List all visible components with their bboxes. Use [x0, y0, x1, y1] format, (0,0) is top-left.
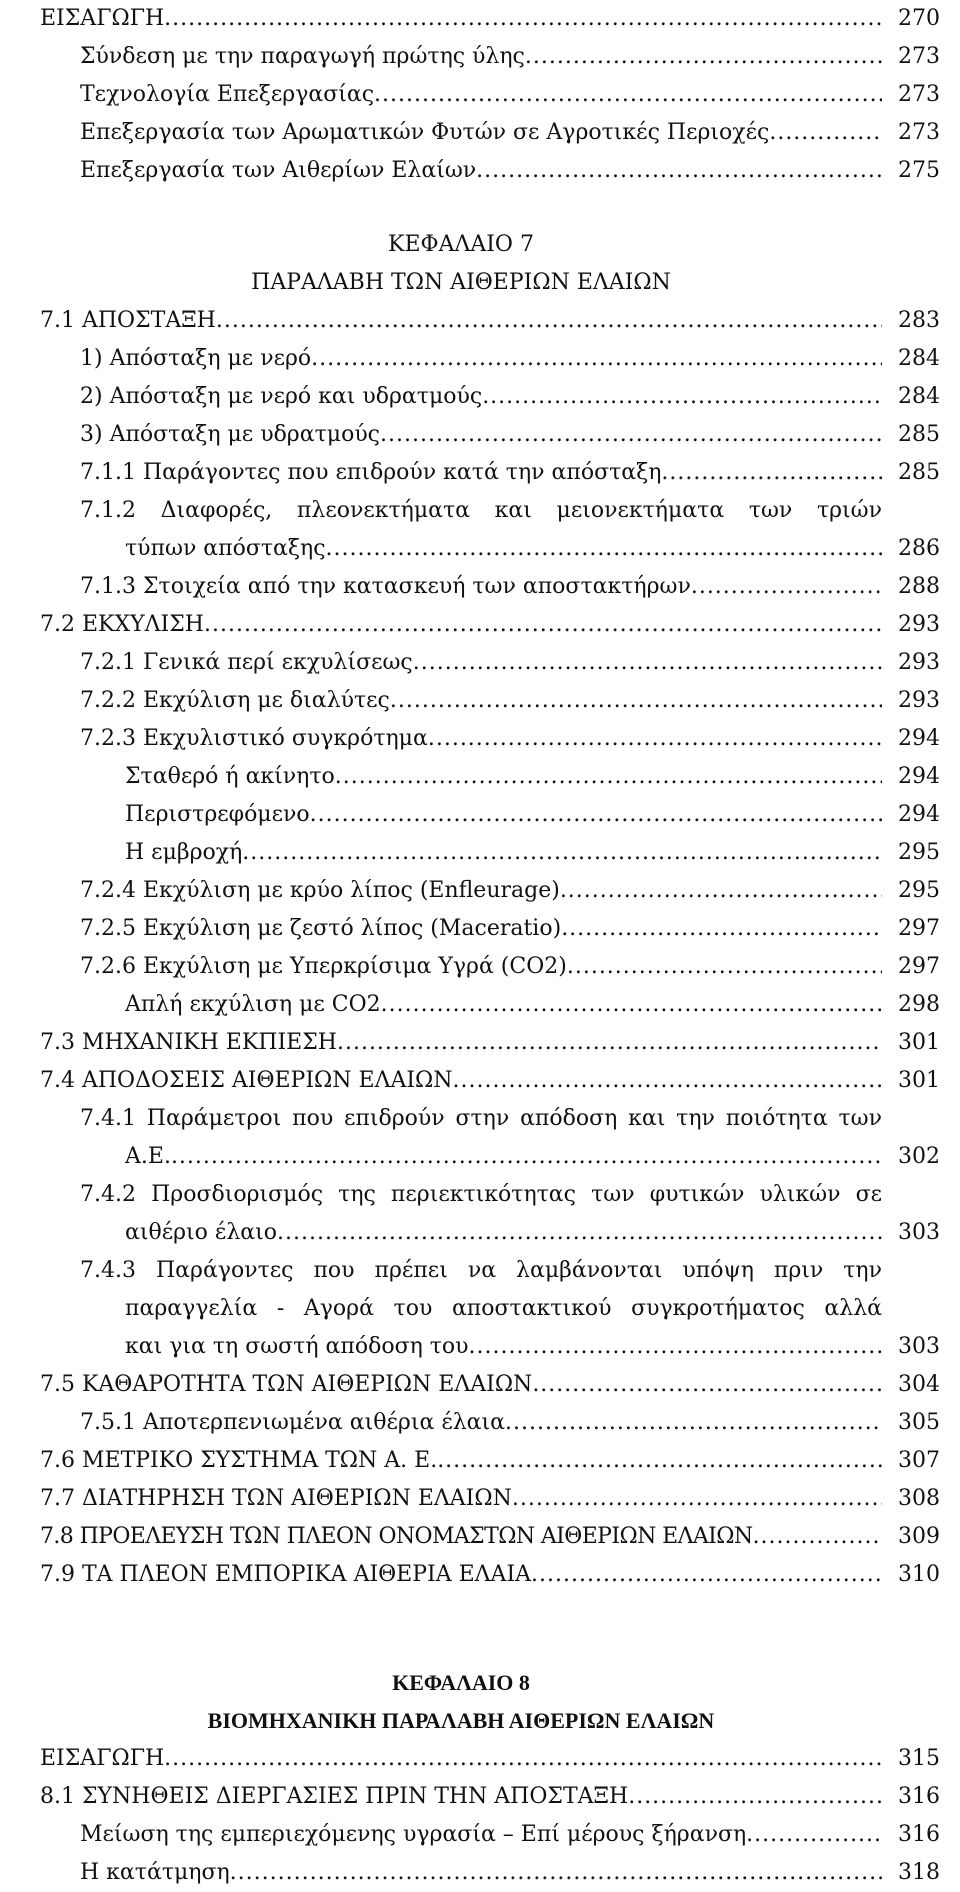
- dot-leader: [335, 758, 882, 796]
- toc-entry[interactable]: [40, 910, 940, 948]
- dot-leader: [242, 834, 882, 872]
- entry-title: Περιστρεφόμενο: [125, 802, 310, 827]
- entry-title: Η εμβροχή: [125, 840, 243, 865]
- toc-entry[interactable]: [40, 1480, 940, 1518]
- dot-leader: [326, 530, 882, 568]
- chapter-label: ΚΕΦΑΛΑΙΟ 8: [392, 1670, 530, 1695]
- entry-title: Επεξεργασία των Αιθερίων Ελαίων: [80, 158, 477, 183]
- dot-leader: [476, 152, 882, 190]
- entry-page: 270: [898, 6, 940, 31]
- entry-title: ΕΙΣΑΓΩΓΗ: [40, 1746, 165, 1771]
- toc-entry[interactable]: [40, 454, 940, 492]
- toc-entry[interactable]: [40, 644, 940, 682]
- entry-title: Σταθερό ή ακίνητο: [125, 764, 335, 789]
- toc-entry[interactable]: [40, 416, 940, 454]
- entry-title: 8.1 ΣΥΝΗΘΕΙΣ ΔΙΕΡΓΑΣΙΕΣ ΠΡΙΝ ΤΗΝ ΑΠΟΣΤΑΞΗ: [40, 1784, 629, 1809]
- dot-leader: [531, 1556, 882, 1594]
- dot-leader: [628, 1778, 882, 1816]
- toc-entry[interactable]: [40, 1518, 940, 1556]
- entry-page: 315: [898, 1746, 940, 1771]
- entry-page: 297: [898, 916, 940, 941]
- dot-leader: [428, 720, 882, 758]
- toc-intro-section: [40, 0, 940, 190]
- dot-leader: [691, 568, 882, 606]
- toc-entry-continuation: [80, 1214, 940, 1252]
- entry-page: 286: [898, 536, 940, 561]
- entry-page: 283: [898, 308, 940, 333]
- toc-chapter-7: [40, 226, 940, 1594]
- entry-page: 288: [898, 574, 940, 599]
- dot-leader: [310, 796, 882, 834]
- toc-entry-continuation: [80, 530, 940, 568]
- toc-entry-continuation: [80, 1138, 940, 1176]
- toc-entry[interactable]: [40, 682, 940, 720]
- toc-entry[interactable]: [40, 76, 940, 114]
- chapter-label: ΚΕΦΑΛΑΙΟ 7: [388, 232, 534, 257]
- toc-chapter-8: [40, 1664, 940, 1892]
- entry-page: 310: [898, 1562, 940, 1587]
- toc-entry[interactable]: [40, 796, 940, 834]
- entry-title: 7.7 ΔΙΑΤΗΡΗΣΗ ΤΩΝ ΑΙΘΕΡΙΩΝ ΕΛΑΙΩΝ: [40, 1486, 512, 1511]
- toc-entry[interactable]: [40, 758, 940, 796]
- toc-entry[interactable]: [40, 872, 940, 910]
- toc-entry[interactable]: [40, 1778, 940, 1816]
- dot-leader: [337, 1024, 882, 1062]
- entry-title-line: 7.4.2 Προσδιορισμός της περιεκτικότητας των φυτικών υλικών σε: [80, 1182, 882, 1207]
- entry-title: 3) Απόσταξη με υδρατμούς: [80, 422, 381, 447]
- entry-title: 7.1.3 Στοιχεία από την κατασκευή των αποστακτήρων: [80, 574, 691, 599]
- dot-leader: [164, 1740, 882, 1778]
- entry-page: 318: [898, 1860, 940, 1885]
- dot-leader: [216, 302, 882, 340]
- entry-page: 295: [898, 840, 940, 865]
- entry-page: 285: [898, 460, 940, 485]
- entry-page: 303: [898, 1334, 940, 1359]
- dot-leader: [561, 910, 882, 948]
- entry-title: 7.9 ΤΑ ΠΛΕΟΝ ΕΜΠΟΡΙΚΑ ΑΙΘΕΡΙΑ ΕΛΑΙΑ: [40, 1562, 532, 1587]
- dot-leader: [453, 1062, 882, 1100]
- dot-leader: [482, 378, 882, 416]
- dot-leader: [469, 1328, 882, 1366]
- dot-leader: [171, 1138, 882, 1176]
- toc-entry[interactable]: [40, 38, 940, 76]
- dot-leader: [311, 340, 882, 378]
- entry-title-line: 7.4.3 Παράγοντες που πρέπει να λαμβάνονται υπόψη πριν την: [80, 1258, 882, 1283]
- entry-title: Η κατάτμηση: [80, 1860, 230, 1885]
- entry-page: 308: [898, 1486, 940, 1511]
- dot-leader: [746, 1816, 882, 1854]
- entry-page: 309: [898, 1524, 940, 1549]
- dot-leader: [532, 1366, 882, 1404]
- dot-leader: [381, 986, 882, 1024]
- toc-entry[interactable]: [40, 606, 940, 644]
- entry-title: Μείωση της εμπεριεχόμενης υγρασία – Επί μέρους ξήρανση: [80, 1822, 747, 1847]
- dot-leader: [374, 76, 882, 114]
- dot-leader: [769, 114, 882, 152]
- entry-title: 7.2.5 Εκχύλιση με ζεστό λίπος (Maceratio): [80, 916, 562, 941]
- entry-title: 7.2.1 Γενικά περί εκχυλίσεως: [80, 650, 413, 675]
- toc-entry[interactable]: [40, 1556, 940, 1594]
- entry-page: 294: [898, 726, 940, 751]
- toc-entry[interactable]: [40, 568, 940, 606]
- dot-leader: [437, 1442, 882, 1480]
- entry-page: 273: [898, 82, 940, 107]
- toc-entry[interactable]: [40, 948, 940, 986]
- entry-page: 305: [898, 1410, 940, 1435]
- entry-title: 7.2.6 Εκχύλιση με Υπερκρίσιμα Υγρά (CO2): [80, 954, 567, 979]
- entry-page: 307: [898, 1448, 940, 1473]
- entry-page: 273: [898, 120, 940, 145]
- entry-page: 293: [898, 612, 940, 637]
- toc-entry[interactable]: [40, 1740, 940, 1778]
- toc-entry[interactable]: [40, 152, 940, 190]
- toc-entry[interactable]: [40, 0, 940, 38]
- toc-entry[interactable]: [40, 340, 940, 378]
- dot-leader: [390, 682, 882, 720]
- toc-entry[interactable]: [40, 1024, 940, 1062]
- toc-entry[interactable]: [40, 1404, 940, 1442]
- dot-leader: [567, 948, 882, 986]
- toc-entry-multiline[interactable]: [40, 1176, 940, 1252]
- entry-page: 298: [898, 992, 940, 1017]
- dot-leader: [380, 416, 882, 454]
- toc-entry[interactable]: [40, 834, 940, 872]
- entry-page: 316: [898, 1784, 940, 1809]
- dot-leader: [753, 1518, 882, 1556]
- entry-page: 284: [898, 384, 940, 409]
- entry-title: 2) Απόσταξη με νερό και υδρατμούς: [80, 384, 483, 409]
- entry-title-line: παραγγελία - Αγορά του αποστακτικού συγκροτήματος αλλά: [125, 1296, 882, 1321]
- entry-page: 297: [898, 954, 940, 979]
- entry-title: ΕΙΣΑΓΩΓΗ: [40, 6, 165, 31]
- toc-entry[interactable]: [40, 378, 940, 416]
- entry-title: 7.5.1 Αποτερπενιωμένα αιθέρια έλαια: [80, 1410, 505, 1435]
- entry-page: 293: [898, 650, 940, 675]
- entry-title: Τεχνολογία Επεξεργασίας: [80, 82, 375, 107]
- entry-title: Απλή εκχύλιση με CO2: [125, 992, 381, 1017]
- dot-leader: [560, 872, 882, 910]
- entry-title: 7.4 ΑΠΟΔΟΣΕΙΣ ΑΙΘΕΡΙΩΝ ΕΛΑΙΩΝ: [40, 1068, 453, 1093]
- entry-title: τύπων απόσταξης: [125, 536, 326, 561]
- toc-entry[interactable]: [40, 1854, 940, 1892]
- entry-title: και για τη σωστή απόδοση του: [125, 1334, 469, 1359]
- entry-page: 295: [898, 878, 940, 903]
- entry-title: Επεξεργασία των Αρωματικών Φυτών σε Αγροτικές Περιοχές: [80, 120, 770, 145]
- toc-entry[interactable]: [40, 114, 940, 152]
- toc-entry-multiline[interactable]: [40, 1100, 940, 1176]
- dot-leader: [525, 38, 882, 76]
- entry-page: 301: [898, 1068, 940, 1093]
- entry-page: 273: [898, 44, 940, 69]
- entry-title: 7.2.4 Εκχύλιση με κρύο λίπος (Enfleurage): [80, 878, 560, 903]
- dot-leader: [204, 606, 882, 644]
- entry-title: αιθέριο έλαιο: [125, 1220, 277, 1245]
- dot-leader: [230, 1854, 882, 1892]
- chapter-title: ΠΑΡΑΛΑΒΗ ΤΩΝ ΑΙΘΕΡΙΩΝ ΕΛΑΙΩΝ: [251, 270, 671, 295]
- toc-entry[interactable]: [40, 720, 940, 758]
- entry-title: Σύνδεση με την παραγωγή πρώτης ύλης: [80, 44, 525, 69]
- spacer: [40, 190, 940, 226]
- entry-page: 284: [898, 346, 940, 371]
- entry-page: 293: [898, 688, 940, 713]
- entry-page: 302: [898, 1144, 940, 1169]
- entry-page: 294: [898, 764, 940, 789]
- spacer: [40, 1594, 940, 1664]
- entry-title: 7.1 ΑΠΟΣΤΑΞΗ: [40, 308, 216, 333]
- dot-leader: [277, 1214, 882, 1252]
- entry-page: 285: [898, 422, 940, 447]
- toc-entry[interactable]: [40, 1366, 940, 1404]
- dot-leader: [413, 644, 882, 682]
- dot-leader: [164, 0, 882, 38]
- toc-entry-continuation: [80, 1328, 940, 1366]
- entry-title: 7.3 ΜΗΧΑΝΙΚΗ ΕΚΠΙΕΣΗ: [40, 1030, 337, 1055]
- entry-page: 294: [898, 802, 940, 827]
- dot-leader: [512, 1480, 882, 1518]
- entry-title: 7.6 ΜΕΤΡΙΚΟ ΣΥΣΤΗΜΑ ΤΩΝ Α. Ε.: [40, 1448, 438, 1473]
- entry-title: 7.2.3 Εκχυλιστικό συγκρότημα: [80, 726, 428, 751]
- dot-leader: [505, 1404, 882, 1442]
- entry-page: 301: [898, 1030, 940, 1055]
- entry-page: 316: [898, 1822, 940, 1847]
- entry-title-line: 7.4.1 Παράμετροι που επιδρούν στην απόδοση και την ποιότητα των: [80, 1106, 882, 1131]
- entry-title: 1) Απόσταξη με νερό: [80, 346, 312, 371]
- entry-title: 7.8 ΠΡΟΕΛΕΥΣΗ ΤΩΝ ΠΛΕΟΝ ΟΝΟΜΑΣΤΩΝ ΑΙΘΕΡΙΩΝ ΕΛΑΙΩΝ: [40, 1524, 753, 1549]
- entry-page: 275: [898, 158, 940, 183]
- entry-title: Α.Ε.: [125, 1144, 171, 1169]
- entry-page: 304: [898, 1372, 940, 1397]
- toc-entry-multiline[interactable]: [40, 1252, 940, 1366]
- entry-title: 7.2 ΕΚΧΥΛΙΣΗ: [40, 612, 204, 637]
- entry-title-line: 7.1.2 Διαφορές, πλεονεκτήματα και μειονεκτήματα των τριών: [80, 498, 882, 523]
- dot-leader: [661, 454, 882, 492]
- entry-title: 7.2.2 Εκχύλιση με διαλύτες: [80, 688, 390, 713]
- toc-entry[interactable]: [40, 986, 940, 1024]
- entry-title: 7.5 ΚΑΘΑΡΟΤΗΤΑ ΤΩΝ ΑΙΘΕΡΙΩΝ ΕΛΑΙΩΝ: [40, 1372, 533, 1397]
- entry-page: 303: [898, 1220, 940, 1245]
- toc-entry[interactable]: [40, 1062, 940, 1100]
- toc-entry[interactable]: [40, 302, 940, 340]
- toc-entry[interactable]: [40, 1816, 940, 1854]
- toc-entry-multiline[interactable]: [40, 492, 940, 568]
- toc-entry[interactable]: [40, 1442, 940, 1480]
- entry-title: 7.1.1 Παράγοντες που επιδρούν κατά την απόσταξη: [80, 460, 662, 485]
- chapter-title: ΒΙΟΜΗΧΑΝΙΚΗ ΠΑΡΑΛΑΒΗ ΑΙΘΕΡΙΩΝ ΕΛΑΙΩΝ: [207, 1708, 715, 1733]
